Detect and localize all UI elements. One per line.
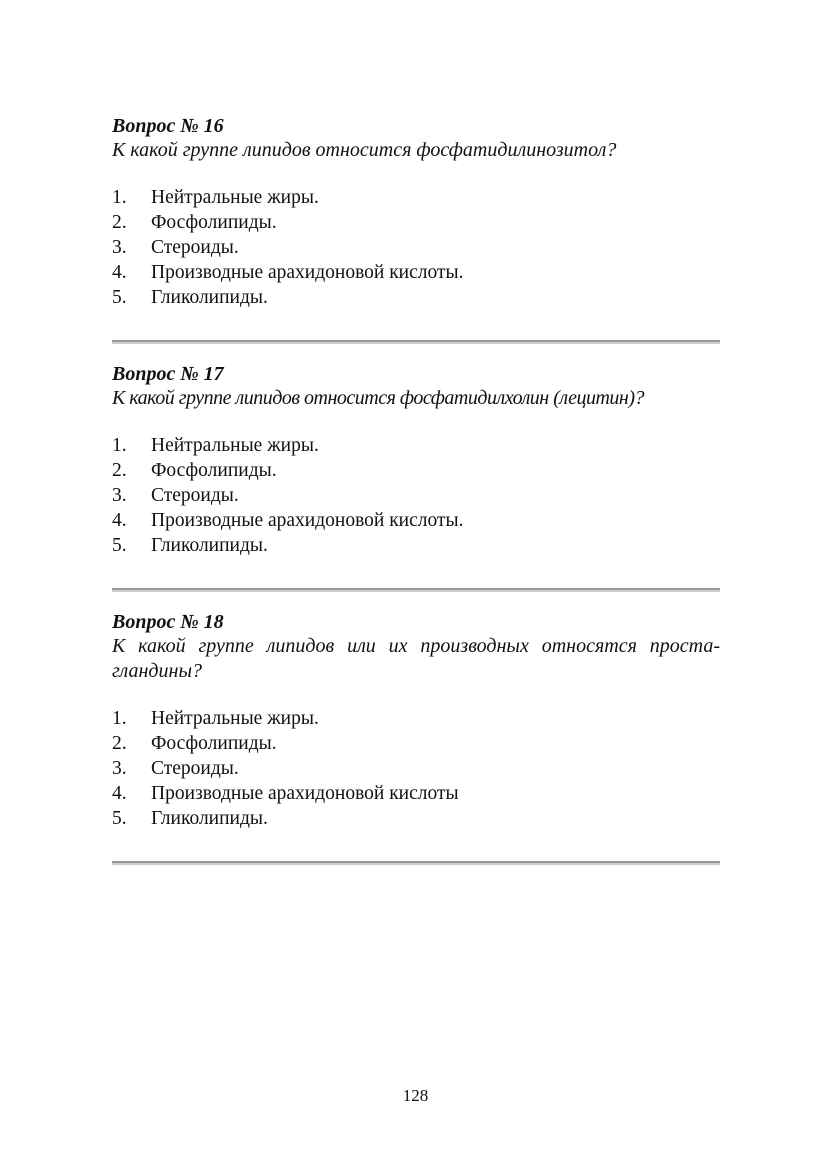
option-label: Стероиды. [151,758,239,779]
question-16 [112,114,720,310]
answer-option [112,533,720,558]
answer-option [112,731,720,756]
answer-option [112,806,720,831]
option-label: Гликолипиды. [151,808,268,829]
answer-option [112,433,720,458]
answer-options [112,433,720,558]
option-label: Производные арахидоновой кислоты. [151,510,464,531]
option-number: 3. [112,485,127,506]
option-label: Фосфолипиды. [151,460,277,481]
answer-option [112,210,720,235]
option-number: 2. [112,212,127,233]
option-number: 5. [112,808,127,829]
option-label: Гликолипиды. [151,535,268,556]
section-divider [112,588,720,592]
question-text-line-1: К какой группе липидов или их производных относятся проста- [112,635,720,657]
question-title: Вопрос № 17 [112,363,224,385]
option-label: Нейтральные жиры. [151,187,319,208]
question-17 [112,362,720,558]
option-number: 1. [112,708,127,729]
answer-option [112,508,720,533]
option-number: 4. [112,262,127,283]
option-label: Стероиды. [151,237,239,258]
question-title: Вопрос № 18 [112,611,224,633]
answer-option [112,706,720,731]
question-title: Вопрос № 16 [112,115,224,137]
option-label: Производные арахидоновой кислоты [151,783,459,804]
option-number: 1. [112,187,127,208]
answer-option [112,260,720,285]
option-number: 1. [112,435,127,456]
option-number: 5. [112,287,127,308]
page-number: 128 [402,1086,429,1105]
answer-option [112,185,720,210]
option-number: 3. [112,237,127,258]
option-label: Нейтральные жиры. [151,435,319,456]
answer-option [112,781,720,806]
question-text-line-2: гландины? [112,660,203,682]
answer-option [112,285,720,310]
option-number: 5. [112,535,127,556]
section-divider [112,340,720,344]
option-label: Нейтральные жиры. [151,708,319,729]
section-divider [112,861,720,865]
option-label: Фосфолипиды. [151,212,277,233]
question-text: К какой группе липидов относится фосфатидилинозитол? [112,139,617,161]
answer-option [112,756,720,781]
option-number: 4. [112,510,127,531]
option-number: 2. [112,733,127,754]
option-label: Гликолипиды. [151,287,268,308]
option-number: 2. [112,460,127,481]
question-18 [112,610,720,831]
option-label: Фосфолипиды. [151,733,277,754]
answer-option [112,483,720,508]
answer-option [112,458,720,483]
question-text: К какой группе липидов относится фосфатидилхолин (лецитин)? [112,387,645,409]
option-number: 3. [112,758,127,779]
answer-option [112,235,720,260]
option-number: 4. [112,783,127,804]
answer-options [112,185,720,310]
answer-options [112,706,720,831]
option-label: Стероиды. [151,485,239,506]
option-label: Производные арахидоновой кислоты. [151,262,464,283]
